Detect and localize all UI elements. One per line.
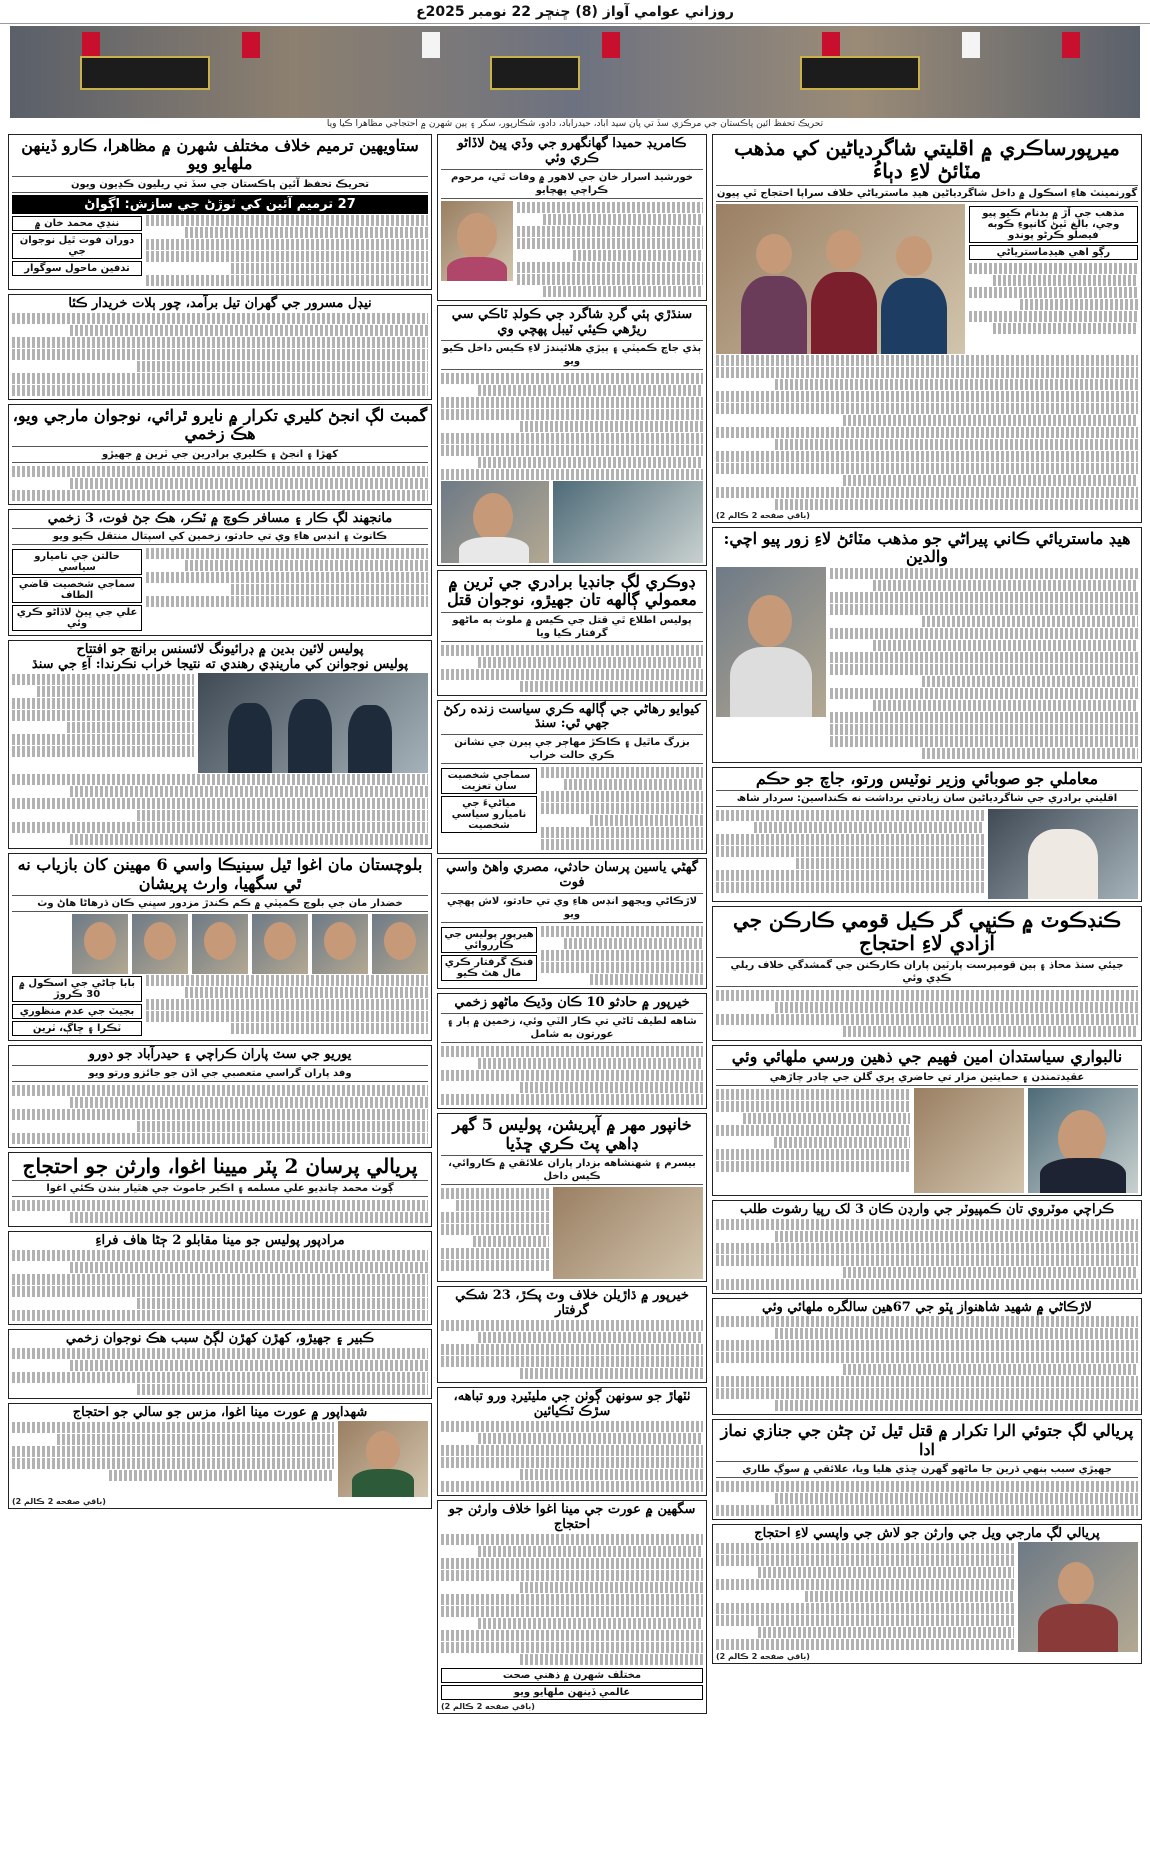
missing-person-photo bbox=[72, 914, 128, 974]
headline: پريالي لڳ جتوئي الرا تکرار ۾ قتل ٿيل ٽن ڄڻن جي جنازي نماز ادا bbox=[720, 1421, 1134, 1459]
headline: يوريو جي سٽ پاران ڪراچي ۽ حيدرآباد جو دورو bbox=[88, 1047, 352, 1063]
headline: پريالي پرسان 2 پٽر ميينا اغوا، وارثن جو احتجاج bbox=[22, 1154, 418, 1179]
headline: معاملي جو صوبائي وزير نوٽيس ورتو، جاچ جو حڪم bbox=[755, 768, 1099, 788]
small-headline: ٽڪرا ۽ ڇاڳ، ٽرين bbox=[12, 1021, 142, 1036]
story-body bbox=[12, 465, 428, 502]
story-body bbox=[12, 673, 194, 773]
missing-person-photo bbox=[192, 914, 248, 974]
small-headline: علي جي ڀيڻ لاڏاڻو ڪري وئي bbox=[12, 605, 142, 631]
story-body bbox=[716, 1542, 1014, 1652]
tag: مذهب جي آڙ ۾ بدنام ڪيو پيو وڃي، بالغ ٿيڻ کانپوءِ ڪوبه فيصلو ڪرڻو پوندو bbox=[969, 206, 1138, 243]
story-body bbox=[146, 214, 428, 287]
subheadline: لاڙڪاڻي ويجهو انڊس هاءِ وي تي حادثو، لاش پهچي ويو bbox=[441, 893, 703, 923]
story-body bbox=[541, 925, 703, 986]
story-body bbox=[146, 974, 428, 1038]
subheadline: کهڙا ۽ انجڻ ۽ ڪليري برادرين جي ٽرين ۾ جهيڙو bbox=[12, 446, 428, 463]
story-gambat-clash bbox=[8, 404, 432, 505]
story-body bbox=[12, 773, 428, 846]
middle-column bbox=[437, 134, 707, 1854]
headline: ڪنڊڪوٽ ۾ ڪنڀي گر ڪيل قومي ڪارڪن جي آزادي لاءِ احتجاج bbox=[732, 908, 1122, 956]
boat-photo bbox=[553, 481, 703, 563]
headline: بلوچستان مان اغوا ٿيل سينيڪا واسي 6 مهينن کان بازياب نه ٿي سگهيا، وارث پريشان bbox=[17, 855, 423, 893]
subheadline: بيسرم ۽ شهنشاهه بزدار پاران علائقي ۾ ڪاروائي، ڪيس داخل bbox=[441, 1155, 703, 1185]
subheadline: وفد پاران گراسي متعصبي جي اڏن جو جائزو ورتو ويو bbox=[12, 1065, 428, 1082]
small-headline: بجيٽ جي عدم منظوري bbox=[12, 1004, 142, 1019]
tag: رڳو اهي هيڊماسترياڻي bbox=[969, 245, 1138, 260]
protest-photo bbox=[338, 1421, 428, 1497]
story-body bbox=[441, 1420, 703, 1493]
story-body bbox=[441, 644, 703, 693]
story-manjhand-accident bbox=[8, 509, 432, 637]
story-body bbox=[441, 372, 703, 481]
story-body bbox=[716, 354, 1138, 511]
headline: خيرپور ۾ حادثو 10 ڪان وڌيڪ ماڻهو زخمي bbox=[454, 995, 690, 1011]
story-minority-students bbox=[712, 134, 1142, 523]
story-body bbox=[146, 547, 428, 633]
story-hamida-sister bbox=[437, 134, 707, 301]
police-ceremony-photo bbox=[198, 673, 428, 773]
headline: شهداپور ۾ عورت مينا اغوا، مزس جو سالي جو احتجاج bbox=[72, 1404, 368, 1420]
story-body bbox=[12, 1421, 334, 1497]
story-politics bbox=[437, 700, 707, 855]
subheadline: جيئي سنڌ محاذ ۽ ٻين قومپرست پارٽين پاران ڪارڪنن جي گمشدگي خلاف ريلي ڪڍي وئي bbox=[716, 957, 1138, 987]
flag-icon bbox=[242, 32, 260, 58]
missing-person-photo bbox=[372, 914, 428, 974]
protest-banner bbox=[490, 56, 580, 90]
subheadline: بزرگ ماٿيل ۽ ڪاڪڙ مهاڄر جي پيرن جي نشانن ڪري حالت خراب bbox=[441, 734, 703, 764]
story-body bbox=[716, 1480, 1138, 1517]
story-minister-notice bbox=[712, 767, 1142, 902]
subheadline: خورشيد اسرار خان جي لاهور ۾ وفات ٿي، مرحوم ڪراچي پهچايو bbox=[441, 169, 703, 199]
continued-note: (باقي صفحه 2 ڪالم 2) bbox=[441, 1701, 535, 1711]
headline: نيڊل مسرور جي گهران تيل برآمد، چور ٻلات خريدار ڪئا bbox=[68, 295, 372, 311]
flag-icon bbox=[962, 32, 980, 58]
story-kabir-clash bbox=[8, 1329, 432, 1399]
subheadline: عقيدتمندن ۽ حمايتين مزار تي حاضري ڀري گلن جي چادر چاڙهي bbox=[716, 1069, 1138, 1086]
headline: ڪراچي موٽروي تان ڪمپيوٽر جي وارڊن ڪان 3 لک رپيا رشوت طلب bbox=[739, 1201, 1115, 1217]
subheadline: ڪانوٽ ۽ انڊس هاءِ وي تي حادثو، زخمين کي اسپتال منتقل ڪيو ويو bbox=[12, 528, 428, 545]
headline: پوليس نوجوانن کي مارينڊي رهندي ته نتيجا خراب نڪرندا: آءِ جي سنڌ bbox=[31, 657, 409, 673]
headline: پوليس لائين بدين ۾ ڊرائيونگ لائسنس برانچ جو افتتاح bbox=[76, 642, 364, 658]
press-club-photo bbox=[988, 809, 1138, 899]
story-headmistress bbox=[712, 527, 1142, 763]
missing-person-photo bbox=[132, 914, 188, 974]
continued-note: (باقي صفحه 2 ڪالم 2) bbox=[716, 511, 810, 520]
story-sanghar-protest bbox=[437, 1500, 707, 1714]
flag-icon bbox=[82, 32, 100, 58]
story-body bbox=[716, 809, 984, 899]
story-body bbox=[441, 1533, 703, 1666]
story-body bbox=[716, 1218, 1138, 1291]
small-headline: بابا ڄاڻي جي اسڪول ۾ 30 ڪروڙ bbox=[12, 976, 142, 1002]
protest-banner bbox=[80, 56, 210, 90]
subheadline: گورنمينٽ هاءِ اسڪول ۾ داخل شاگردياڻين هيڊ ماسترياڻي خلاف سراپا احتجاج ٿي پيون bbox=[716, 185, 1138, 202]
story-yasin-accident bbox=[437, 858, 707, 989]
small-headline: فنڪ گرفتار ڪري مال هٿ ڪيو bbox=[441, 955, 537, 981]
small-headline: هيرپور پوليس جي ڪارروائي bbox=[441, 927, 537, 953]
story-body bbox=[12, 1084, 428, 1145]
story-body bbox=[716, 1088, 910, 1193]
small-headline: حالتن جي ناميارو سياسي bbox=[12, 549, 142, 575]
woman-portrait bbox=[441, 201, 513, 281]
headline: ڪبير ۽ جهيڙو، کهڙن کهڙن لڳڻ سبب هڪ نوجوان زخمي bbox=[65, 1330, 375, 1346]
story-train-fight bbox=[437, 570, 707, 696]
headline: کيوايو رهاڻي جي ڳالهه ڪري سياست زنده رکڻ جهي ٿي: سنڌ bbox=[443, 701, 701, 732]
story-body bbox=[441, 1187, 549, 1279]
story-body bbox=[716, 1315, 1138, 1412]
story-student-boat bbox=[437, 305, 707, 566]
story-body-return-protest bbox=[712, 1524, 1142, 1664]
boy-photo bbox=[441, 481, 549, 563]
flag-icon bbox=[602, 32, 620, 58]
story-oil-recovered bbox=[8, 294, 432, 400]
small-headline: مياڻيءَ جي ناميارو سياسي شخصيت bbox=[441, 796, 537, 833]
story-khanpur-operation bbox=[437, 1113, 707, 1282]
story-balochistan-kidnapped bbox=[8, 853, 432, 1041]
story-body bbox=[12, 312, 428, 397]
subheadline: پوليس اطلاع ٿي قتل جي ڪيس ۾ ملوث ٻه ماڻهو گرفتار ڪيا ويا bbox=[441, 612, 703, 642]
headline: ڪامريڊ حميدا گهانگهرو جي وڏي ڀيڻ لاڏاڻو ڪري وئي bbox=[457, 136, 687, 166]
small-headline: سماجي شخصيت قاضي الطاف bbox=[12, 577, 142, 603]
subheadline: جهيڙي سبب ٻنهي ڌرين جا ماڻهو گهرن ڇڏي هليا ويا، علائقي ۾ سوڳ طاري bbox=[716, 1461, 1138, 1478]
story-shahdadpur-kidnap bbox=[8, 1403, 432, 1509]
story-khairpur-arrests bbox=[437, 1286, 707, 1383]
continued-note: (باقي صفحه 2 ڪالم 2) bbox=[12, 1496, 106, 1506]
story-funeral-prayers bbox=[712, 1419, 1142, 1520]
flag-icon bbox=[422, 32, 440, 58]
story-27th-amendment bbox=[8, 134, 432, 290]
story-pariyali-kidnap bbox=[8, 1152, 432, 1227]
story-body bbox=[441, 1319, 703, 1380]
story-shahnawaz-bhutto bbox=[712, 1298, 1142, 1416]
flag-icon bbox=[822, 32, 840, 58]
headline: ڊوڪري لڳ جانڊيا برادري جي ٽرين ۾ معمولي ڳالهه تان جهيڙو، نوجوان قتل bbox=[447, 571, 697, 610]
missing-person-photo bbox=[252, 914, 308, 974]
subheadline: ڳوٺ محمد چانڊيو علي مسلمه ۽ اڪبر جاموٽ جي هٿيار بندن ڪئي اغوا bbox=[12, 1180, 428, 1197]
headline: پريالي لڳ مارجي ويل جي وارثن جو لاش جي واپسي لاءِ احتجاج bbox=[754, 1526, 1100, 1542]
small-headline: مختلف شهرن ۾ ذهني صحت bbox=[441, 1668, 703, 1683]
headline: خانپور مهر ۾ آپريشن، پوليس 5 گهر ڊاهي پٽ ڪري ڇڏيا bbox=[452, 1115, 692, 1153]
small-headline: تدفين ماحول سوگوار bbox=[12, 261, 142, 276]
headline: مرادپور پوليس جو مينا مقابلو 2 ڄڻا هاف فراءِ bbox=[95, 1233, 345, 1249]
story-body bbox=[517, 201, 703, 298]
story-body bbox=[12, 1199, 428, 1224]
headline: سگهين ۾ عورت جي مينا اغوا خلاف وارثن جو احتجاج bbox=[448, 1501, 696, 1532]
subheadline: خضدار مان جي بلوچ ڪميٽي ۾ ڪم ڪندڙ مزدور سڀني ڪان ڌرهاڻا هاڻ وٺ bbox=[12, 895, 428, 912]
story-road-damage bbox=[437, 1387, 707, 1496]
small-headline: دوران فوت ٿيل نوجوان جي bbox=[12, 233, 142, 259]
story-badin-license bbox=[8, 640, 432, 849]
story-muradpur-encounter bbox=[8, 1231, 432, 1325]
father-photo bbox=[716, 567, 826, 717]
demolished-houses-photo bbox=[553, 1187, 703, 1279]
headline: ستاويهين ترميم خلاف مختلف شهرن ۾ مظاهرا، ڪارو ڏينهن ملهايو ويو bbox=[21, 136, 419, 174]
headline: مانجهند لڳ ڪار ۽ مسافر ڪوچ ۾ ٽڪر، هڪ جڻ فوت، 3 زخمي bbox=[47, 510, 393, 526]
headline: گهڻي ياسين پرسان حادثي، مصري واهڻ واسي فوت bbox=[446, 860, 698, 891]
right-column bbox=[712, 134, 1142, 1854]
story-body bbox=[12, 1249, 428, 1322]
subheadline: ٻڌي جاچ ڪميٽي ۽ ٻيڙي هلائيندڙ لاءِ ڪيس داخل ڪيو ويو bbox=[441, 340, 703, 370]
headline: گمبٽ لڳ انجڻ کليري تکرار ۾ نايرو ٿرائي، نوجوان مارجي ويو، هڪ زخمي bbox=[12, 405, 428, 444]
headline: ميرپورساڪري ۾ اقليتي شاگردياڻين کي مذهب مٽائڻ لاءِ دٻاءُ bbox=[734, 136, 1120, 183]
subheadline: اقليتي برادري جي شاگردياڻين سان زيادتي برداشت نه ڪنداسين: سردار شاھ bbox=[716, 790, 1138, 807]
subheadline: شاهه لطيف ٿاڻي تي ڪار الٽي وئي، زخمين ۾ ٻار ۽ عورتون به شامل bbox=[441, 1013, 703, 1043]
story-kandhkot-protest bbox=[712, 906, 1142, 1041]
subheadline: تحريڪ تحفظ آئين پاڪستان جي سڏ تي ريليون ڪڍيون ويون bbox=[12, 176, 428, 193]
headline: خيرپور ۾ ڌاڙيلن خلاف وٽ پڪڙ، 23 شڪي گرفتار bbox=[455, 1288, 689, 1318]
story-body bbox=[12, 1347, 428, 1396]
small-headline: عالمي ڏينهن ملهايو ويو bbox=[441, 1685, 703, 1700]
small-headline: سماجي شخصيت سان تعزيت bbox=[441, 768, 537, 794]
story-delegation-visit bbox=[8, 1045, 432, 1148]
flag-icon bbox=[1062, 32, 1080, 58]
headline: نالبواري سياستدان امين فهيم جي ذهين ورسي ملهائي وئي bbox=[731, 1047, 1123, 1067]
headline: هيڊ ماستريائي ڪاني پيراڻي جو مذهب مٽائڻ لاءِ زور پيو اچي: والدين bbox=[723, 529, 1131, 567]
shrine-photo bbox=[914, 1088, 1024, 1193]
headline: سنڌڙي ٻئي گرڊ شاگرد جي ڪولڊ ٽاڪي سي ريڙهي ڪيئي ٽيبل پهچي وي bbox=[451, 306, 693, 337]
story-body bbox=[969, 262, 1138, 335]
protest-photo bbox=[1018, 1542, 1138, 1652]
story-motorway bbox=[712, 1200, 1142, 1294]
left-column bbox=[8, 134, 432, 1854]
headline: لاڙڪاڻي ۾ شهيد شاهنواز ڀٽو جي 67هين سالگره ملهائي وئي bbox=[762, 1299, 1092, 1315]
students-photo bbox=[716, 204, 965, 354]
masthead: روزاني عوامي آواز (8) ڇنڇر 22 نومبر 2025ع bbox=[0, 0, 1150, 24]
protest-banner bbox=[800, 56, 920, 90]
headline: ٺٽهاڙ جو سونهن ڳوٺن جي مليٽيرڊ ورو تباهه، سڙڪ ٽڪيائين bbox=[453, 1388, 691, 1419]
story-khairpur-accident bbox=[437, 993, 707, 1109]
story-body bbox=[441, 1045, 703, 1106]
continued-note: (باقي صفحه 2 ڪالم 2) bbox=[716, 1652, 810, 1662]
story-body bbox=[830, 567, 1138, 760]
portrait-photo bbox=[1028, 1088, 1138, 1193]
small-headline: ننڍي محمد خان ۾ bbox=[12, 216, 142, 231]
highlight-box: 27 ترميم آئين کي ٽوڙڻ جي سازش: اڳواڻ bbox=[12, 195, 428, 214]
story-amin-fahim bbox=[712, 1045, 1142, 1195]
rally-banner-photo bbox=[10, 26, 1140, 118]
story-body bbox=[716, 989, 1138, 1038]
missing-person-photo bbox=[312, 914, 368, 974]
banner-caption: تحريڪ تحفظ آئين پاڪستان جي مرڪزي سڏ تي پان سيد آباد، حيدرآباد، دادو، شڪارپور، سکر ۽ ٻين شهرن ۾ احتجاجي مظاهرا ڪيا ويا bbox=[326, 119, 824, 129]
story-body bbox=[541, 766, 703, 851]
